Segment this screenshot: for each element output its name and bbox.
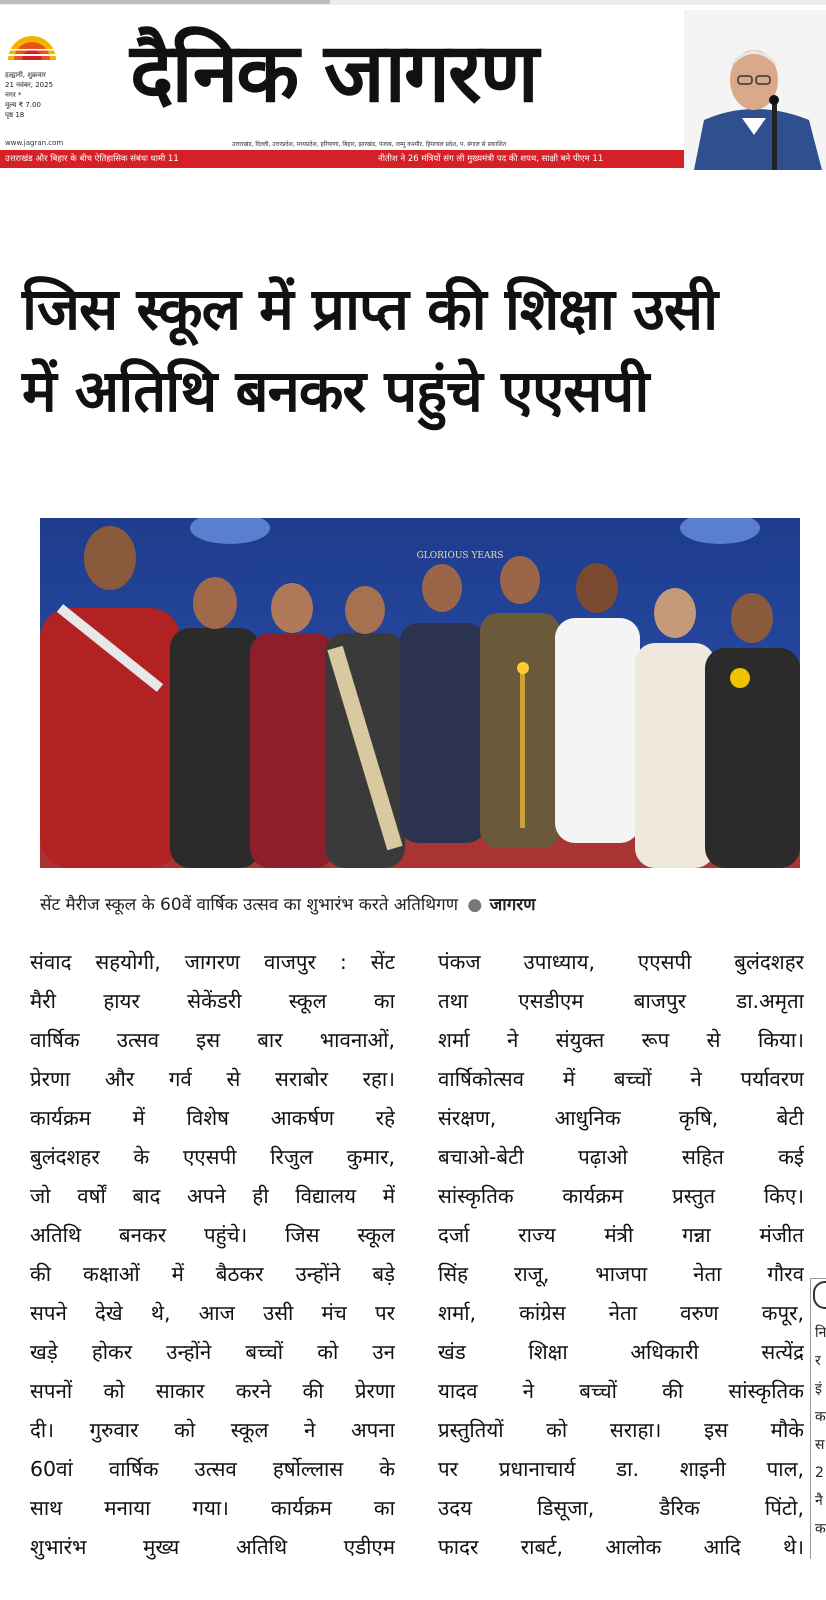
editions-line: उत्तराखंड, दिल्ली, उत्तरप्रदेश, मध्यप्रदेश, हरियाणा, बिहार, झारखंड, पंजाब, जम्मू कश्मीर, हिमाचल प्रदेश, प. बंगाल से प्रकाशित [232,141,507,148]
photo-caption [40,892,800,915]
chief-minister-photo [684,10,826,170]
price-label: मूल्य ₹ 7.00 [5,101,41,109]
body-line: वार्षिक उत्सव इस बार भावनाओं, [30,1028,395,1052]
body-line: संवाद सहयोगी, जागरण वाजपुर : सेंट [30,950,395,974]
article-body-left [30,943,395,1567]
caption-credit: जागरण [489,895,536,915]
body-line: खड़े होकर उन्होंने बच्चों को उन [30,1340,395,1364]
body-line: शुभारंभ मुख्य अतिथि एडीएम [30,1535,395,1559]
body-line: जो वर्षों बाद अपने ही विद्यालय में [30,1184,395,1208]
body-line: बचाओ-बेटी पढ़ाओ सहित कई [438,1145,804,1169]
photo-banner-text: GLORIOUS YEARS [416,551,504,561]
body-line: 60वां वार्षिक उत्सव हर्षोल्लास के [30,1457,395,1481]
body-line: दी। गुरुवार को स्कूल ने अपना [30,1418,395,1442]
ticker-left: उत्तराखंड और बिहार के बीच ऐतिहासिक संबंधः धामी 11 [5,154,179,164]
article-headline [22,268,812,432]
body-line: सिंह राजू, भाजपा नेता गौरव [438,1262,804,1286]
issue-date: 21 नवंबर, 2025 [5,81,54,89]
body-line: सपने देखे थे, आज उसी मंच पर [30,1301,395,1325]
body-line: संरक्षण, आधुनिक कृषि, बेटी [438,1106,804,1130]
body-line: सपनों को साकार करने की प्रेरणा [30,1379,395,1403]
body-line: उदय डिसूजा, डैरिक पिंटो, [438,1496,804,1520]
body-line: फादर राबर्ट, आलोक आदि थे। [438,1535,804,1559]
website-url: www.jagran.com [5,139,64,147]
fragment-char: र [815,1353,821,1369]
fragment-char: नि [815,1325,826,1341]
body-line: शर्मा, कांग्रेस नेता वरुण कपूर, [438,1301,804,1325]
body-line: सांस्कृतिक कार्यक्रम प्रस्तुत किए। [438,1184,804,1208]
body-line: बुलंदशहर के एएसपी रिजुल कुमार, [30,1145,395,1169]
body-line: अतिथि बनकर पहुंचे। जिस स्कूल [30,1223,395,1247]
circle-icon [813,1281,826,1309]
page-count: पृष्ठ 18 [5,111,25,119]
article-body-right [438,943,804,1567]
caption-text: सेंट मैरीज स्कूल के 60वें वार्षिक उत्सव का शुभारंभ करते अतिथिगण [40,895,459,915]
newspaper-title: दैनिक जागरण [130,26,537,121]
body-line: यादव ने बच्चों की सांस्कृतिक [438,1379,804,1403]
fragment-char: 2 [815,1465,824,1481]
scroll-indicator [0,0,826,5]
ticker-right: नीतीश ने 26 मंत्रियों संग ली मुख्यमंत्री पद की शपथ, साक्षी बने पीएम 11 [378,154,604,164]
body-line: खंड शिक्षा अधिकारी सत्येंद्र [438,1340,804,1364]
edition-label: नगर * [5,91,22,99]
body-line: साथ मनाया गया। कार्यक्रम का [30,1496,395,1520]
body-line: प्रस्तुतियों को सराहा। इस मौके [438,1418,804,1442]
headline-line-2: में अतिथि बनकर पहुंचे एएसपी [22,357,649,425]
body-line: पर प्रधानाचार्य डा. शाइनी पाल, [438,1457,804,1481]
body-line: तथा एसडीएम बाजपुर डा.अमृता [438,989,804,1013]
body-line: वार्षिकोत्सव में बच्चों ने पर्यावरण [438,1067,804,1091]
caption-separator: ● [467,895,483,915]
masthead-meta [5,70,53,120]
city-day: हल्द्वानी, शुक्रवार [5,71,46,79]
body-line: पंकज उपाध्याय, एएसपी बुलंदशहर [438,950,804,974]
fragment-char: क [815,1521,826,1537]
fragment-char: क [815,1409,826,1425]
body-line: मैरी हायर सेकेंडरी स्कूल का [30,989,395,1013]
headline-ticker [0,150,684,168]
body-line: कार्यक्रम में विशेष आकर्षण रहे [30,1106,395,1130]
fragment-char: नै [815,1493,823,1509]
adjacent-story-fragment [810,1278,826,1559]
article-photo [40,518,800,868]
body-line: शर्मा ने संयुक्त रूप से किया। [438,1028,804,1052]
fragment-char: इं [815,1381,822,1397]
jagran-sun-logo-icon [6,30,58,62]
fragment-char: स [815,1437,825,1453]
headline-line-1: जिस स्कूल में प्राप्त की शिक्षा उसी [22,275,718,343]
body-line: प्रेरणा और गर्व से सराबोर रहा। [30,1067,395,1091]
body-line: की कक्षाओं में बैठकर उन्होंने बड़े [30,1262,395,1286]
body-line: दर्जा राज्य मंत्री गन्ना मंजीत [438,1223,804,1247]
